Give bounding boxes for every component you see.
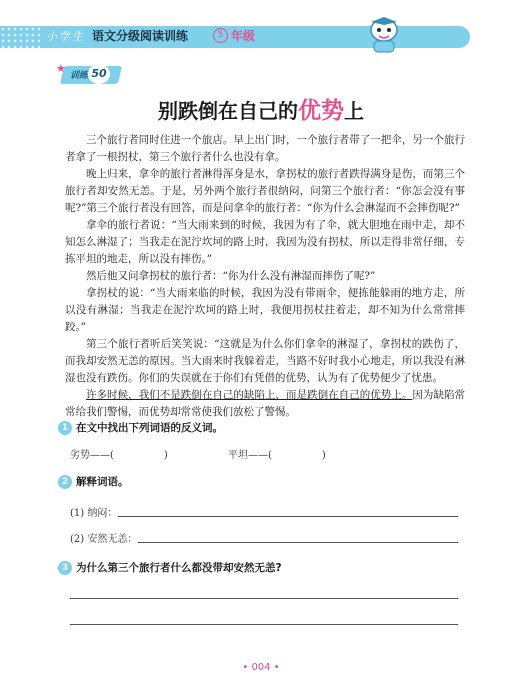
grade-label: 年级 [231, 29, 256, 43]
answer-line-1[interactable] [118, 516, 458, 517]
answer-line-3[interactable] [70, 598, 458, 599]
star-icon: ★ [56, 62, 66, 75]
key-sentence: 许多时候，我们不是跌倒在自己的缺陷上，而是跌倒在自己的优势上。 [86, 389, 413, 401]
title-highlight: 优势 [298, 97, 344, 124]
page-number: • 004 • [242, 662, 280, 673]
paragraph-1: 三个旅行者同时住进一个旅店。早上出门时，一个旅行者带了一把伞，另一个旅行者拿了一根拐杖，第三个旅行者什么也没有拿。 [65, 134, 465, 163]
definition-item-2: (2) 安然无恙： [70, 534, 138, 545]
question-2-number: 2 [58, 475, 72, 489]
series-title: 语文分级阅读训练 [92, 29, 189, 43]
question-1-number: 1 [58, 421, 72, 435]
question-3-number: 3 [58, 561, 72, 575]
paragraph-5: 拿拐杖的说：“当大雨来临的时候，我因为没有带雨伞，便拣能躲雨的地方走，所以没有淋湿；当我走在泥泞坎坷的路上时，我便用拐杖拄着走，却不知为什么常常摔跤。” [65, 287, 465, 333]
paragraph-7 [65, 387, 465, 421]
question-2 [58, 474, 129, 489]
page-header [0, 22, 522, 52]
paragraph-2: 晚上归来，拿伞的旅行者淋得浑身是水，拿拐杖的旅行者跌得满身是伤，而第三个旅行者却安然无恙。于是，另外两个旅行者很纳闷，问第三个旅行者：“你怎会没有事呢?”第三个旅行者没有回答，而是问拿伞的旅行者：“你为什么会淋湿而不会摔伤呢?” [65, 168, 465, 214]
question-1-text: 在文中找出下列词语的反义词。 [76, 422, 223, 434]
title-part1: 别跌倒在自己的 [158, 99, 298, 123]
brand-text: 小学生 [46, 30, 85, 43]
mascot-icon [360, 16, 408, 54]
antonym-item-a[interactable]: 劣势——( ) [70, 450, 168, 461]
question-2-text: 解释词语。 [76, 476, 129, 488]
grade-number: 5 [213, 28, 228, 43]
question-1 [58, 420, 223, 435]
paragraph-7-rest: 因为缺陷常常给我们警惕，而优势却常常使我们放松了警惕。 [65, 389, 466, 418]
title-part2: 上 [344, 99, 364, 123]
definition-item-1: (1) 纳闷： [70, 508, 118, 519]
passage [65, 132, 465, 421]
lesson-label: 训练 [70, 71, 89, 81]
question-3 [58, 560, 282, 575]
header-dot-pattern [0, 26, 40, 48]
paragraph-6: 第三个旅行者听后笑笑说：“这就是为什么你们拿伞的淋湿了，拿拐杖的跌伤了，而我却安然无恙的原因。当大雨来时我躲着走，当路不好时我小心地走，所以我没有淋湿也没有跌伤。你们的失误就在于你们有凭借的优势，认为有了优势便少了忧患。 [65, 338, 465, 384]
page-title [0, 92, 522, 125]
antonym-item-b[interactable]: 平坦——( ) [228, 450, 326, 461]
answer-line-4[interactable] [70, 624, 458, 625]
lesson-number: 50 [88, 64, 110, 84]
paragraph-3: 拿伞的旅行者说：“当大雨来到的时候，我因为有了伞，就大胆地在雨中走，却不知怎么淋湿了；当我走在泥泞坎坷的路上时，我因为没有拐杖，所以走得非常仔细，专拣平坦的地走，所以没有摔伤。” [65, 219, 465, 265]
question-3-text: 为什么第三个旅行者什么都没带却安然无恙? [76, 562, 282, 574]
answer-line-2[interactable] [138, 542, 458, 543]
paragraph-4: 然后他又问拿拐杖的旅行者：“你为什么没有淋湿而摔伤了呢?” [86, 270, 376, 282]
